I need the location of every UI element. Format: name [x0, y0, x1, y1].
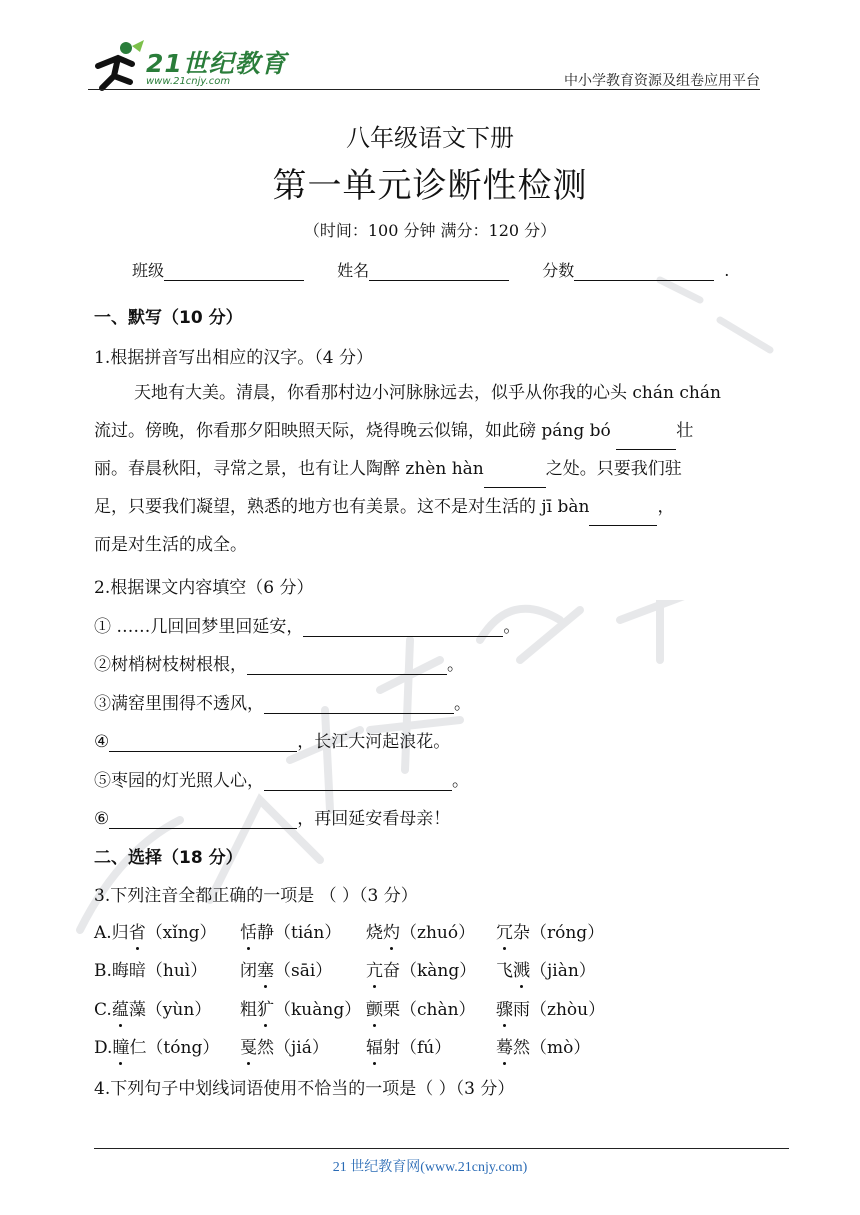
- q2-stem: 2.根据课文内容填空（6 分）: [94, 578, 314, 598]
- opt-d2-dotted: 戛: [240, 1038, 257, 1058]
- opt-c2-dotted: 犷: [257, 1000, 274, 1020]
- exam-meta: （时间：100 分钟 满分：120 分）: [303, 221, 557, 240]
- q2-item-6: [94, 804, 450, 829]
- q2-item-4-num: ④: [94, 732, 110, 752]
- q2-blank-3[interactable]: [264, 695, 454, 714]
- q1-blank-2[interactable]: [484, 469, 546, 488]
- opt-b4-pinyin: （jiàn）: [530, 961, 596, 981]
- opt-d-dotted: 瞳: [112, 1038, 130, 1058]
- q2-blank-5[interactable]: [264, 772, 452, 791]
- opt-a4-text: 杂（róng）: [513, 923, 605, 943]
- opt-d2-text: 然（jiá）: [257, 1038, 329, 1058]
- q1-blank-3[interactable]: [589, 507, 657, 526]
- opt-a-text: A.归: [94, 923, 129, 943]
- q2-item-3: [94, 689, 471, 714]
- opt-d3-dotted: 辐: [366, 1038, 383, 1058]
- q2-blank-6[interactable]: [109, 810, 297, 829]
- score-field[interactable]: [574, 262, 714, 281]
- logo-runner-icon: [88, 38, 148, 92]
- q4-stem: 4.下列句子中划线词语使用不恰当的一项是（ ）（3 分）: [94, 1079, 515, 1099]
- opt-d3-text: 射（fú）: [383, 1038, 452, 1058]
- opt-b-text: B.晦: [94, 961, 129, 981]
- q3-option-a[interactable]: [94, 918, 604, 943]
- opt-c-text: 藻（yùn）: [128, 1000, 212, 1020]
- q1-line-3b: 之处。只要我们驻: [545, 459, 682, 479]
- opt-a-dotted: 省: [128, 923, 146, 943]
- q2-item-1-text: ① ……几回回梦里回延安，: [94, 617, 304, 637]
- opt-d4-dotted: 蓦: [496, 1038, 513, 1058]
- q3-stem: 3.下列注音全都正确的一项是 （ ）（3 分）: [94, 886, 418, 906]
- opt-b2-pinyin: （sāi）: [274, 961, 333, 981]
- student-fields: [132, 258, 729, 281]
- q2-item-2-end: 。: [447, 655, 464, 675]
- q2-item-1: [94, 612, 520, 637]
- q3-option-c[interactable]: [94, 995, 605, 1020]
- q2-item-6-num: ⑥: [94, 809, 110, 829]
- score-label: 分数: [542, 261, 575, 280]
- q2-item-6-text: ，再回延安看母亲！: [297, 809, 451, 829]
- opt-c3-text: 栗（chàn）: [383, 1000, 476, 1020]
- q2-item-5-end: 。: [452, 771, 469, 791]
- class-label: 班级: [132, 261, 165, 280]
- q2-item-3-end: 。: [454, 694, 471, 714]
- grade-title: 八年级语文下册: [346, 124, 514, 152]
- page-title: 第一单元诊断性检测: [272, 166, 588, 206]
- opt-d4-text: 然（mò）: [513, 1038, 591, 1058]
- opt-a2-dotted: 恬: [240, 923, 257, 943]
- opt-a2-text: 静（tián）: [257, 923, 342, 943]
- q1-passage: [94, 374, 774, 564]
- q3-option-d[interactable]: [94, 1033, 590, 1058]
- class-field[interactable]: [164, 262, 304, 281]
- opt-c-dotted: 蕴: [111, 1000, 129, 1020]
- q2-item-1-end: 。: [503, 617, 521, 637]
- q1-line-2a: 流过。傍晚，你看那夕阳映照天际，烧得晚云似锦，如此磅 páng bó: [94, 421, 617, 441]
- q1-line-5: 而是对生活的成全。: [94, 535, 247, 555]
- q2-item-2: [94, 650, 464, 675]
- footer-divider: [94, 1148, 789, 1149]
- fields-end: .: [724, 261, 730, 280]
- opt-c2-pinyin: （kuàng）: [274, 1000, 362, 1020]
- opt-b4-dotted: 溅: [513, 961, 530, 981]
- opt-d-text: 仁（tóng）: [129, 1038, 220, 1058]
- opt-b2-text: 闭: [240, 961, 257, 981]
- platform-label: 中小学教育资源及组卷应用平台: [564, 73, 760, 89]
- opt-c2-text: 粗: [240, 1000, 257, 1020]
- opt-c4-dotted: 骤: [496, 1000, 513, 1020]
- opt-a3-text: 烧: [366, 923, 383, 943]
- opt-b4-text: 飞: [496, 961, 513, 981]
- name-label: 姓名: [337, 261, 370, 280]
- section-2-title: 二、选择（18 分）: [94, 848, 243, 868]
- q1-blank-1[interactable]: [616, 431, 676, 450]
- opt-b-pinyin: 暗（huì）: [128, 961, 208, 981]
- q1-line-3a: 丽。春晨秋阳，寻常之景，也有让人陶醉 zhèn hàn: [94, 459, 484, 479]
- opt-c-label: C.: [94, 1000, 112, 1020]
- opt-b3-dotted: 亢: [366, 961, 383, 981]
- q1-line-2b: 壮: [676, 421, 694, 441]
- q3-option-b[interactable]: [94, 956, 596, 981]
- q2-blank-2[interactable]: [247, 656, 447, 675]
- opt-a-pinyin: （xǐng）: [145, 923, 217, 943]
- header-divider: [88, 89, 760, 90]
- opt-a3-pinyin: （zhuó）: [400, 923, 476, 943]
- q2-item-5-text: ⑤枣园的灯光照人心，: [94, 771, 264, 791]
- opt-a4-dotted: 冗: [496, 923, 513, 943]
- q2-item-4: [94, 727, 450, 752]
- q1-stem: 1.根据拼音写出相应的汉字。（4 分）: [94, 348, 373, 368]
- opt-b3-text: 奋（kàng）: [383, 961, 477, 981]
- section-1-title: 一、默写（10 分）: [94, 308, 243, 328]
- q2-item-4-text: ，长江大河起浪花。: [297, 732, 451, 752]
- q2-item-5: [94, 766, 469, 791]
- q2-blank-1[interactable]: [303, 618, 503, 637]
- logo-url: www.21cnjy.com: [146, 76, 231, 87]
- logo-text: 21世纪教育: [146, 49, 287, 78]
- q2-item-2-text: ②树梢树枝树根根，: [94, 655, 247, 675]
- name-field[interactable]: [369, 262, 509, 281]
- opt-c4-text: 雨（zhòu）: [513, 1000, 606, 1020]
- footer-link[interactable]: 21 世纪教育网(www.21cnjy.com): [332, 1160, 528, 1175]
- q1-line-4b: ，: [657, 497, 675, 517]
- opt-c3-dotted: 颤: [366, 1000, 383, 1020]
- opt-d-label: D.: [94, 1038, 113, 1058]
- opt-a3-dotted: 灼: [383, 923, 400, 943]
- q2-blank-4[interactable]: [109, 733, 297, 752]
- q2-item-3-text: ③满窑里围得不透风，: [94, 694, 264, 714]
- opt-b2-dotted: 塞: [257, 961, 274, 981]
- q1-line-1: 天地有大美。清晨，你看那村边小河脉脉远去，似乎从你我的心头 chán chán: [134, 383, 721, 403]
- q1-line-4a: 足，只要我们凝望，熟悉的地方也有美景。这不是对生活的 jī bàn: [94, 497, 590, 517]
